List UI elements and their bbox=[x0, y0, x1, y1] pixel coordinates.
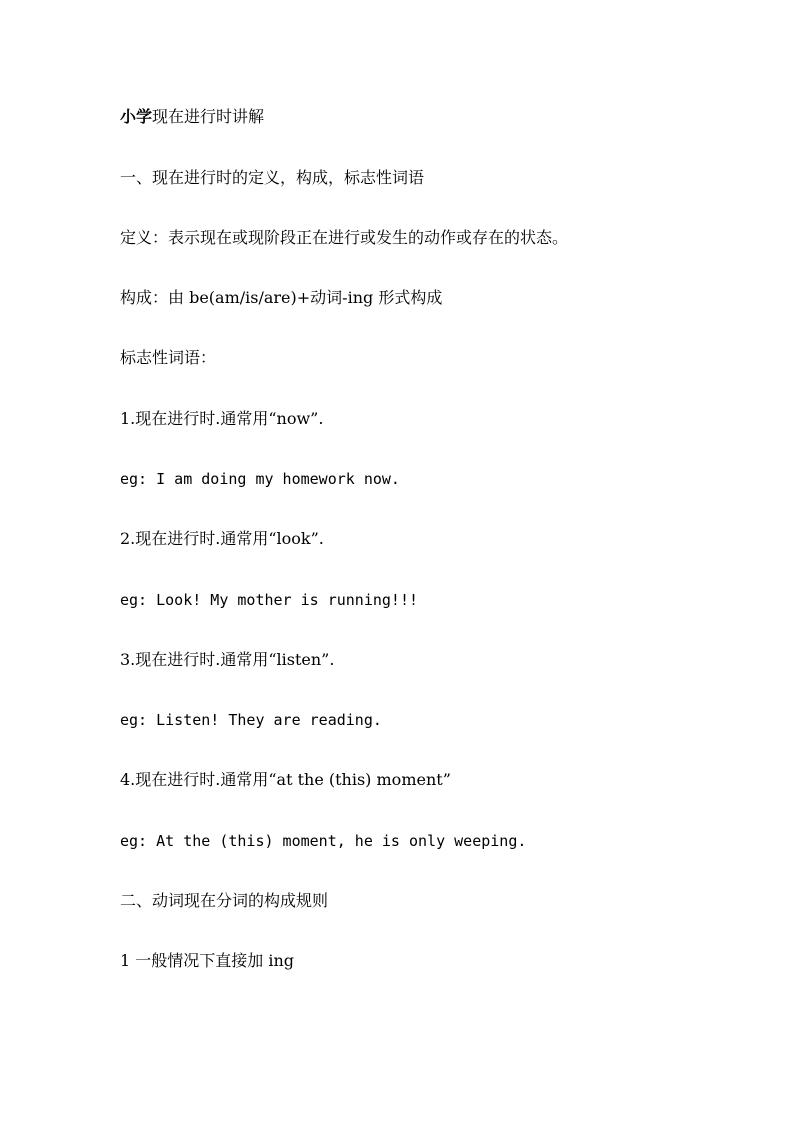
markers-heading: 标志性词语： bbox=[120, 348, 217, 367]
rule-item-1: 1 一般情况下直接加 ing bbox=[120, 951, 295, 970]
document-title bbox=[120, 107, 264, 127]
example-line-4: eg: At the (this) moment, he is only weeping. bbox=[120, 832, 527, 850]
example-line-3: eg: Listen! They are reading. bbox=[120, 711, 382, 729]
section-heading-2: 二、动词现在分词的构成规则 bbox=[120, 891, 329, 910]
marker-item-3: 3.现在进行时.通常用“listen”. bbox=[120, 650, 335, 669]
marker-item-4: 4.现在进行时.通常用“at the (this) moment” bbox=[120, 770, 451, 789]
definition-line: 定义：表示现在或现阶段正在进行或发生的动作或存在的状态。 bbox=[120, 228, 569, 247]
title-rest-part: 现在进行时讲解 bbox=[152, 107, 265, 126]
title-bold-part: 小学 bbox=[120, 107, 153, 126]
structure-line: 构成：由 be(am/is/are)+动词-ing 形式构成 bbox=[120, 288, 443, 307]
example-line-2: eg: Look! My mother is running!!! bbox=[120, 591, 419, 609]
example-line-1: eg: I am doing my homework now. bbox=[120, 470, 400, 488]
marker-item-1: 1.现在进行时.通常用“now”. bbox=[120, 409, 324, 428]
section-heading-1: 一、现在进行时的定义，构成，标志性词语 bbox=[120, 168, 425, 187]
marker-item-2: 2.现在进行时.通常用“look”. bbox=[120, 529, 324, 548]
